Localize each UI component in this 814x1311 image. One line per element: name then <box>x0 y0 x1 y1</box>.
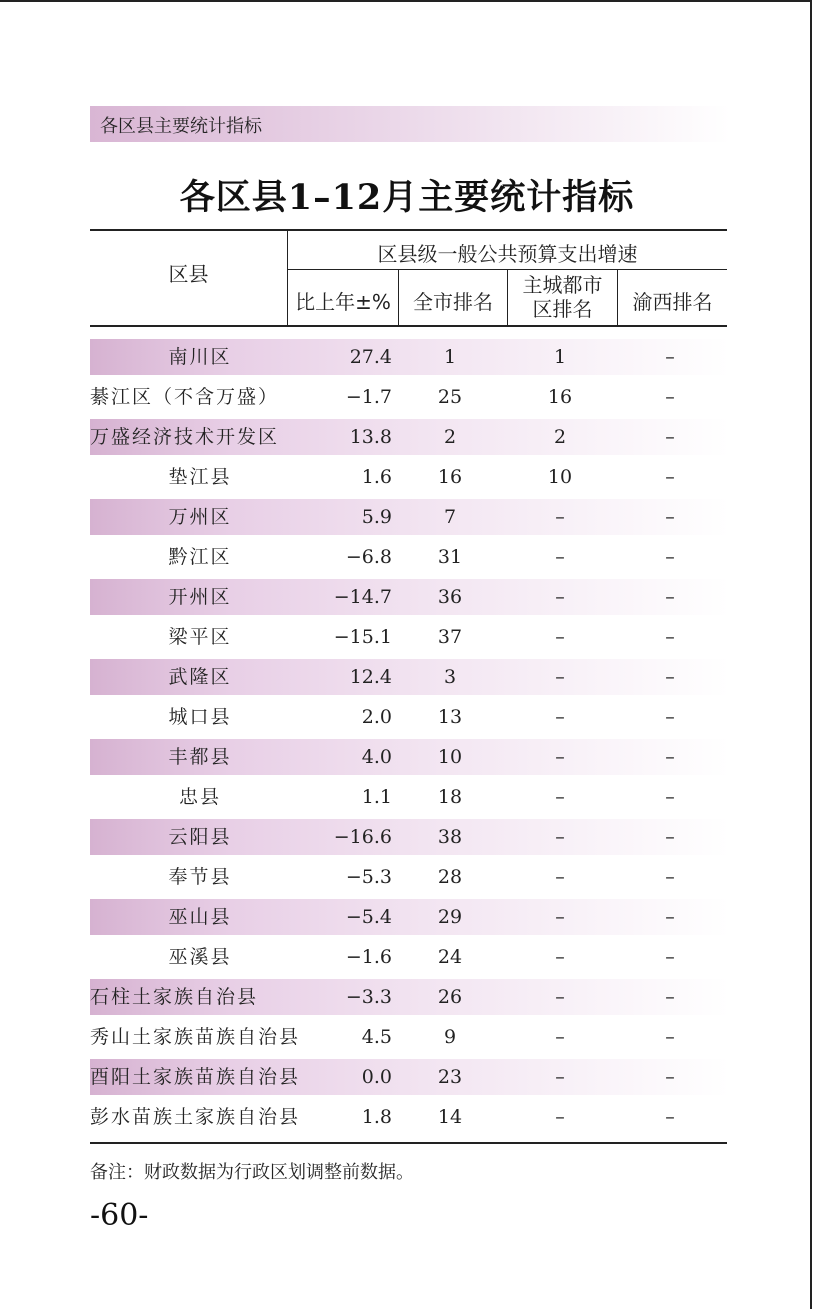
west-rank-value: – <box>665 906 675 928</box>
west-rank-value: – <box>665 666 675 688</box>
table-row <box>90 1059 730 1095</box>
city-rank-header: 全市排名 <box>413 290 493 314</box>
city-rank-value: 29 <box>437 906 463 928</box>
table-row <box>90 739 730 775</box>
main-city-rank-value: – <box>555 786 565 808</box>
table-row <box>90 1019 730 1055</box>
main-city-rank-value: – <box>555 506 565 528</box>
city-rank-value: 18 <box>437 786 463 808</box>
pct-change-value: −3.3 <box>345 986 392 1008</box>
west-rank-value: – <box>665 1026 675 1048</box>
main-city-rank-value: – <box>555 826 565 848</box>
west-rank-value: – <box>665 826 675 848</box>
pct-change-value: −6.8 <box>345 546 392 568</box>
city-rank-value: 28 <box>437 866 463 888</box>
city-rank-value: 26 <box>437 986 463 1008</box>
budget-growth-group-header: 区县级一般公共预算支出增速 <box>377 242 638 266</box>
pct-change-value: 13.8 <box>349 426 392 448</box>
west-rank-value: – <box>665 866 675 888</box>
district-name: 丰都县 <box>168 746 232 768</box>
district-name: 垫江县 <box>168 466 232 488</box>
main-city-rank-value: – <box>555 706 565 728</box>
city-rank-value: 23 <box>437 1066 463 1088</box>
west-rank-value: – <box>665 426 675 448</box>
district-name: 万盛经济技术开发区 <box>90 426 280 448</box>
city-rank-value: 7 <box>443 506 457 528</box>
city-rank-value: 3 <box>443 666 457 688</box>
main-city-rank-value: 16 <box>547 386 573 408</box>
west-rank-value: – <box>665 506 675 528</box>
main-city-rank-value: – <box>555 946 565 968</box>
district-name: 梁平区 <box>168 626 232 648</box>
west-rank-value: – <box>665 386 675 408</box>
table-row <box>90 379 730 415</box>
district-name: 奉节县 <box>168 866 232 888</box>
district-column-header: 区县 <box>168 262 209 286</box>
table-row <box>90 859 730 895</box>
district-name: 彭水苗族土家族自治县 <box>90 1106 301 1128</box>
city-rank-value: 13 <box>437 706 463 728</box>
city-rank-value: 36 <box>437 586 463 608</box>
table-row <box>90 1099 730 1135</box>
table-row <box>90 579 730 615</box>
pct-change-value: −16.6 <box>333 826 392 848</box>
district-name: 开州区 <box>168 586 232 608</box>
city-rank-value: 24 <box>437 946 463 968</box>
district-name: 綦江区（不含万盛） <box>90 386 280 408</box>
west-rank-value: – <box>665 466 675 488</box>
pct-change-value: 1.1 <box>361 786 392 808</box>
west-rank-value: – <box>665 746 675 768</box>
main-city-rank-value: – <box>555 1106 565 1128</box>
district-name: 石柱土家族自治县 <box>90 986 259 1008</box>
city-rank-value: 31 <box>437 546 463 568</box>
main-city-rank-value: – <box>555 906 565 928</box>
district-name: 巫溪县 <box>168 946 232 968</box>
page-number: -60- <box>90 1198 149 1233</box>
table-row <box>90 499 730 535</box>
district-name: 云阳县 <box>168 826 232 848</box>
table-row <box>90 619 730 655</box>
district-name: 城口县 <box>168 706 232 728</box>
table-row <box>90 779 730 815</box>
table-row <box>90 699 730 735</box>
table-row <box>90 419 730 455</box>
district-name: 酉阳土家族苗族自治县 <box>90 1066 301 1088</box>
pct-change-value: −14.7 <box>333 586 392 608</box>
pct-change-value: 4.0 <box>361 746 392 768</box>
section-header-label: 各区县主要统计指标 <box>100 116 262 137</box>
district-name: 巫山县 <box>168 906 232 928</box>
main-city-rank-value: – <box>555 626 565 648</box>
west-rank-value: – <box>665 986 675 1008</box>
west-rank-value: – <box>665 626 675 648</box>
west-rank-value: – <box>665 546 675 568</box>
section-header-band <box>90 106 730 142</box>
pct-change-value: 5.9 <box>361 506 392 528</box>
pct-change-value: −5.3 <box>345 866 392 888</box>
west-rank-value: – <box>665 946 675 968</box>
city-rank-value: 38 <box>437 826 463 848</box>
city-rank-value: 9 <box>443 1026 457 1048</box>
main-city-rank-value: – <box>555 746 565 768</box>
city-rank-value: 14 <box>437 1106 463 1128</box>
district-name: 万州区 <box>168 506 232 528</box>
city-rank-value: 25 <box>437 386 463 408</box>
west-rank-value: – <box>665 1106 675 1128</box>
west-rank-value: – <box>665 586 675 608</box>
district-name: 南川区 <box>168 346 232 368</box>
pct-change-value: 1.8 <box>361 1106 392 1128</box>
west-rank-value: – <box>665 1066 675 1088</box>
main-city-rank-value: – <box>555 1026 565 1048</box>
table-top-rule <box>90 229 727 231</box>
pct-change-value: 0.0 <box>361 1066 392 1088</box>
city-rank-value: 37 <box>437 626 463 648</box>
district-name: 武隆区 <box>168 666 232 688</box>
table-row <box>90 979 730 1015</box>
main-city-rank-value: 1 <box>553 346 567 368</box>
pct-change-value: 2.0 <box>361 706 392 728</box>
pct-change-value: −1.6 <box>345 946 392 968</box>
main-city-rank-value: 2 <box>553 426 567 448</box>
table-row <box>90 819 730 855</box>
district-name: 忠县 <box>178 786 221 808</box>
pct-change-header: 比上年±% <box>295 290 391 314</box>
table-row <box>90 939 730 975</box>
header-bottom-rule <box>90 325 727 327</box>
city-rank-value: 1 <box>443 346 457 368</box>
west-rank-value: – <box>665 346 675 368</box>
main-city-rank-value: – <box>555 1066 565 1088</box>
page-title: 各区县1–12月主要统计指标 <box>179 177 635 218</box>
main-city-rank-value: – <box>555 586 565 608</box>
main-city-rank-value: – <box>555 986 565 1008</box>
pct-change-value: −15.1 <box>333 626 392 648</box>
table-bottom-rule <box>90 1142 727 1144</box>
district-name: 秀山土家族苗族自治县 <box>90 1026 301 1048</box>
pct-change-value: 1.6 <box>361 466 392 488</box>
main-city-rank-value: – <box>555 866 565 888</box>
table-row <box>90 659 730 695</box>
pct-change-value: 27.4 <box>349 346 392 368</box>
pct-change-value: −5.4 <box>345 906 392 928</box>
main-city-rank-value: 10 <box>547 466 573 488</box>
table-row <box>90 459 730 495</box>
main-city-rank-value: – <box>555 546 565 568</box>
west-rank-header: 渝西排名 <box>632 290 713 314</box>
city-rank-value: 10 <box>437 746 463 768</box>
main-city-rank-header: 主城都市 区排名 <box>522 273 603 321</box>
main-city-rank-value: – <box>555 666 565 688</box>
district-name: 黔江区 <box>168 546 232 568</box>
city-rank-value: 16 <box>437 466 463 488</box>
table-row <box>90 339 730 375</box>
pct-change-value: 12.4 <box>349 666 392 688</box>
table-row <box>90 899 730 935</box>
table-row <box>90 539 730 575</box>
west-rank-value: – <box>665 786 675 808</box>
west-rank-value: – <box>665 706 675 728</box>
footnote: 备注：财政数据为行政区划调整前数据。 <box>90 1162 414 1183</box>
city-rank-value: 2 <box>443 426 457 448</box>
pct-change-value: −1.7 <box>345 386 392 408</box>
pct-change-value: 4.5 <box>361 1026 392 1048</box>
